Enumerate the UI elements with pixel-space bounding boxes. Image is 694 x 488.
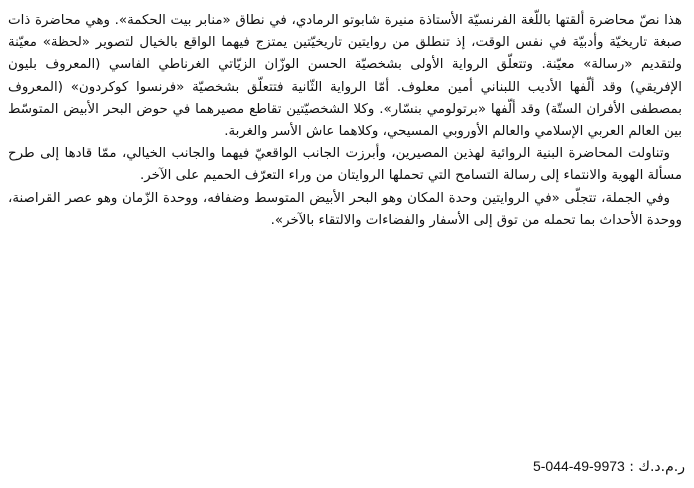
isbn-number: 5-044-49-9973: [532, 458, 625, 474]
paragraph-1: هذا نصّ محاضرة ألقتها باللّغة الفرنسيّة الأستاذة منيرة شابوتو الرمادي، في نطاق «منابر بيت الحكمة». وهي محاضرة ذات صبغة تاريخيّة وأدبيّة في نفس الوقت، إذ تنطلق من روايتين تاريخيّتين يمتزج فيهما الواقع بالخيال لتصوير «لحظة» معيّنة ولتقديم «رسالة» معيّنة. وتتعلّق الرواية الأولى بشخصيّة الحسن الوزّان الزيّاتي الغرناطي الفاسي (المعروف بليون الإفريقي) وقد ألّفها الأديب اللبناني أمين معلوف. أمّا الرواية الثّانية فتتعلّق بشخصيّة «فرنسوا كوكردون» (المعروف بمصطفى الأفران الستّة) وقد ألّفها «برتولومي بنسّار». وكلا الشخصيّتين تقاطع مصيرهما في حوض البحر الأبيض المتوسّط بين العالم العربي الإسلامي والعالم الأوروبي المسيحي، وكلاهما عاش الأسر والغربة.: [8, 13, 682, 140]
isbn-label: ر.م.د.ك :: [629, 459, 685, 475]
paragraph-3: وفي الجملة، تتجلّى «في الروايتين وحدة المكان وهو البحر الأبيض المتوسط وضفافه، ووحدة الزّمان وهو عصر القراصنة، ووحدة الأحداث بما تحمله من توق إلى الأسفار والفضاءات والالتقاء بالآخر».: [8, 190, 682, 228]
isbn-line: [450, 456, 685, 477]
document-body: [8, 10, 682, 232]
paragraph-2: وتناولت المحاضرة البنية الروائية لهذين المصيرين، وأبرزت الجانب الواقعيّ فيهما والجانب الخيالي، ممّا قادها إلى طرح مسألة الهوية والانتماء إلى رسالة التسامح التي تحملها الروايتان من وراء التعرّف الحميم على الآخر.: [8, 146, 682, 184]
